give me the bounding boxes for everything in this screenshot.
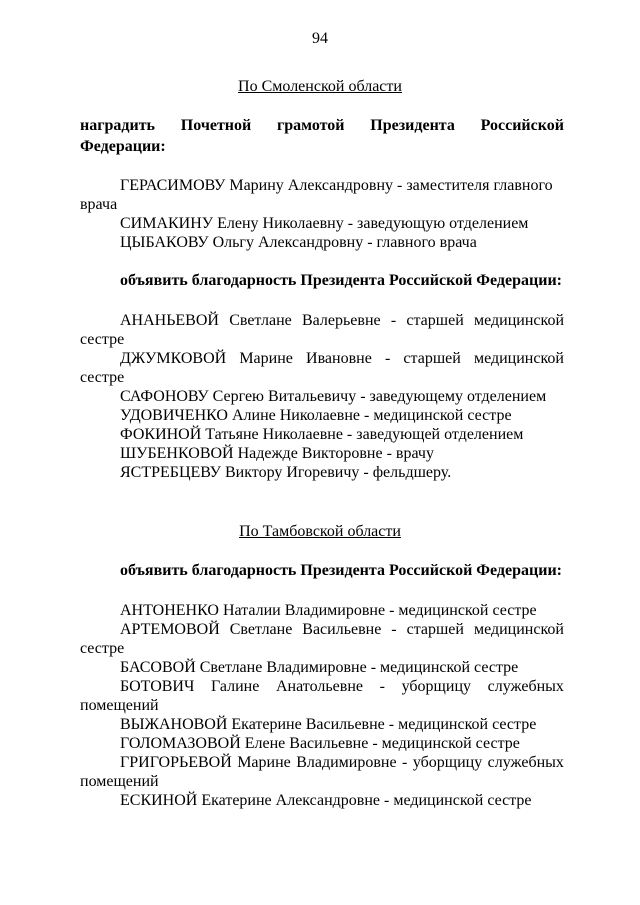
word: Владимировне — [296, 754, 397, 771]
person-text: СИМАКИНУ Елену Николаевну - заведующую отделением — [120, 215, 529, 232]
person-text: БАСОВОЙ Светлане Владимировне - медицинской сестре — [120, 659, 519, 676]
gratitude-action-line: объявить благодарность Президента Российской Федерации: — [120, 562, 562, 579]
person-text: ВЫЖАНОВОЙ Екатерине Васильевне - медицинской сестре — [120, 716, 537, 733]
person-text: ЕСКИНОЙ Екатерине Александровне - медицинской сестре — [120, 792, 532, 809]
award-word: Почетной — [180, 117, 252, 134]
word: - — [402, 754, 408, 771]
person-text-continuation: помещений — [80, 773, 159, 790]
person-text-continuation: сестре — [80, 369, 125, 386]
person-text: УДОВИЧЕНКО Алине Николаевне - медицинской сестре — [120, 407, 512, 424]
word: Светлане — [229, 621, 293, 638]
person-text: ЦЫБАКОВУ Ольгу Александровну - главного врача — [120, 234, 477, 251]
word: Анатольевне — [276, 678, 363, 695]
person-entry — [80, 715, 564, 734]
word: Валерьевне — [301, 312, 381, 329]
page-number: 94 — [312, 30, 328, 47]
word: Марине — [237, 754, 291, 771]
person-entry — [80, 349, 564, 387]
person-text — [80, 311, 564, 330]
person-entry — [80, 791, 564, 810]
gratitude-action — [80, 562, 564, 580]
word: служебных — [487, 678, 564, 695]
word: медицинской — [473, 621, 564, 638]
person-text — [80, 753, 564, 772]
person-entry — [80, 658, 564, 677]
award-word: наградить — [80, 117, 156, 134]
person-text-continuation: сестре — [80, 640, 125, 657]
section-heading-tambov: По Тамбовской области — [239, 523, 401, 540]
word: медицинской — [473, 350, 564, 367]
word: - — [391, 621, 397, 638]
person-entry — [80, 233, 564, 252]
word: АРТЕМОВОЙ — [120, 621, 220, 638]
word: Ивановне — [306, 350, 372, 367]
person-entry — [80, 601, 564, 620]
word: старшей — [406, 312, 464, 329]
word: старшей — [403, 350, 461, 367]
word: медицинской — [473, 312, 564, 329]
person-entry — [80, 677, 564, 715]
gratitude-action-line: объявить благодарность Президента Российской Федерации: — [120, 272, 562, 289]
word: ДЖУМКОВОЙ — [120, 350, 227, 367]
person-text: ГОЛОМАЗОВОЙ Елене Васильевне - медицинской сестре — [120, 735, 520, 752]
word: - — [384, 350, 391, 367]
person-text — [80, 349, 564, 368]
word: Васильевне — [302, 621, 382, 638]
word: Галине — [211, 678, 260, 695]
word: уборщицу — [412, 754, 483, 771]
word: служебных — [487, 754, 564, 771]
award-word: Российской — [480, 117, 564, 134]
person-entry — [80, 387, 564, 406]
word: - — [390, 312, 397, 329]
person-entry — [80, 176, 564, 214]
word: АНАНЬЕВОЙ — [120, 312, 219, 329]
person-entry — [80, 753, 564, 791]
award-word: Президента — [370, 117, 455, 134]
person-text-continuation: врача — [80, 196, 118, 213]
person-text-continuation: сестре — [80, 331, 125, 348]
word: уборщицу — [401, 678, 471, 695]
award-action-continuation: Федерации: — [80, 138, 166, 155]
award-action — [80, 117, 564, 156]
person-entry — [80, 463, 564, 482]
person-entry — [80, 444, 564, 463]
person-text: САФОНОВУ Сергею Витальевичу - заведующему отделением — [120, 388, 547, 405]
person-entry — [80, 214, 564, 233]
person-entry — [80, 425, 564, 444]
person-text — [80, 620, 564, 639]
person-text: ГЕРАСИМОВУ Марину Александровну - заместителя главного — [120, 177, 553, 194]
word: БОТОВИЧ — [120, 678, 195, 695]
person-entry — [80, 311, 564, 349]
person-entry — [80, 734, 564, 753]
person-text: ФОКИНОЙ Татьяне Николаевне - заведующей отделением — [120, 426, 524, 443]
word: ГРИГОРЬЕВОЙ — [120, 754, 232, 771]
word: старшей — [406, 621, 464, 638]
person-text: ЯСТРЕБЦЕВУ Виктору Игоревичу - фельдшеру. — [120, 464, 452, 481]
word: Светлане — [229, 312, 292, 329]
award-action-line — [80, 117, 564, 135]
award-word: грамотой — [277, 117, 345, 134]
word: Марине — [239, 350, 293, 367]
person-text: ШУБЕНКОВОЙ Надежде Викторовне - врачу — [120, 445, 434, 462]
person-text: АНТОНЕНКО Наталии Владимировне - медицинской сестре — [120, 602, 537, 619]
person-text — [80, 677, 564, 696]
person-entry — [80, 620, 564, 658]
word: - — [379, 678, 385, 695]
section-heading-smolensk: По Смоленской области — [238, 78, 402, 95]
gratitude-action — [80, 272, 564, 290]
person-entry — [80, 406, 564, 425]
person-text-continuation: помещений — [80, 697, 159, 714]
